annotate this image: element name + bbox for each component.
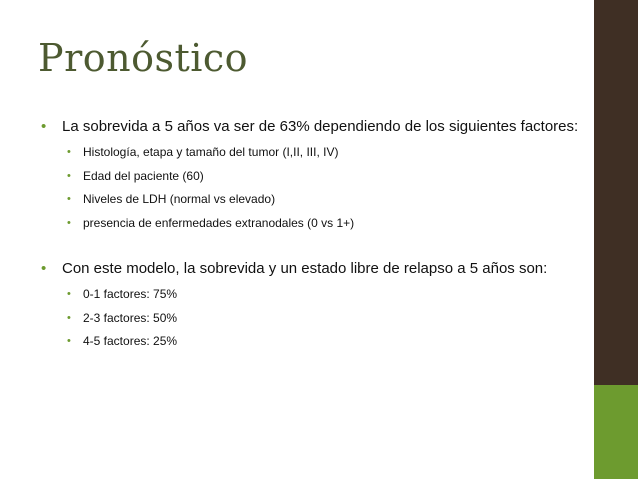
sub-bullet-text: Edad del paciente (60) [83,168,204,183]
sub-bullet [30,330,590,354]
sub-bullet-text: 2-3 factores: 50% [83,310,178,325]
sub-bullet-text: Niveles de LDH (normal vs elevado) [83,192,276,206]
bullet-group-survival-factors [30,115,590,235]
bullet-dot-icon: • [41,260,47,277]
bullet-dot-icon: • [67,169,71,182]
sub-bullet [30,141,590,165]
bullet-main-text: La sobrevida a 5 años va ser de 63% dependiendo de los siguientes factores: [62,118,579,135]
sub-bullet [30,188,590,212]
bullet-dot-icon: • [67,193,71,205]
sub-bullet-text: 0-1 factores: 75% [83,287,178,301]
bullet-dot-icon: • [67,146,71,158]
bullet-main-text: Con este modelo, la sobrevida y un estado libre de relapso a 5 años son: [62,260,548,277]
sub-bullet-text: presencia de enfermedades extranodales (0 vs 1+) [83,215,355,230]
bullet-group-survival-rates [30,257,590,354]
bullet-dot-icon: • [67,216,71,229]
sub-bullet-text: Histología, etapa y tamaño del tumor (I,II, III, IV) [83,145,339,159]
bullet-main [30,115,590,139]
sub-bullet [30,165,590,189]
sub-bullet-list [30,283,590,354]
sub-bullet [30,307,590,331]
sub-bullet-list [30,141,590,235]
slide-title: Pronóstico [38,36,249,80]
bullet-dot-icon: • [67,335,71,347]
bullet-main [30,257,590,281]
sub-bullet [30,283,590,307]
sub-bullet-text: 4-5 factores: 25% [83,334,178,348]
bullet-dot-icon: • [67,288,71,300]
slide-content [30,115,590,354]
bullet-dot-icon: • [41,118,47,135]
sidebar-accent-block [594,385,638,479]
sub-bullet [30,212,590,236]
bullet-dot-icon: • [67,311,71,324]
